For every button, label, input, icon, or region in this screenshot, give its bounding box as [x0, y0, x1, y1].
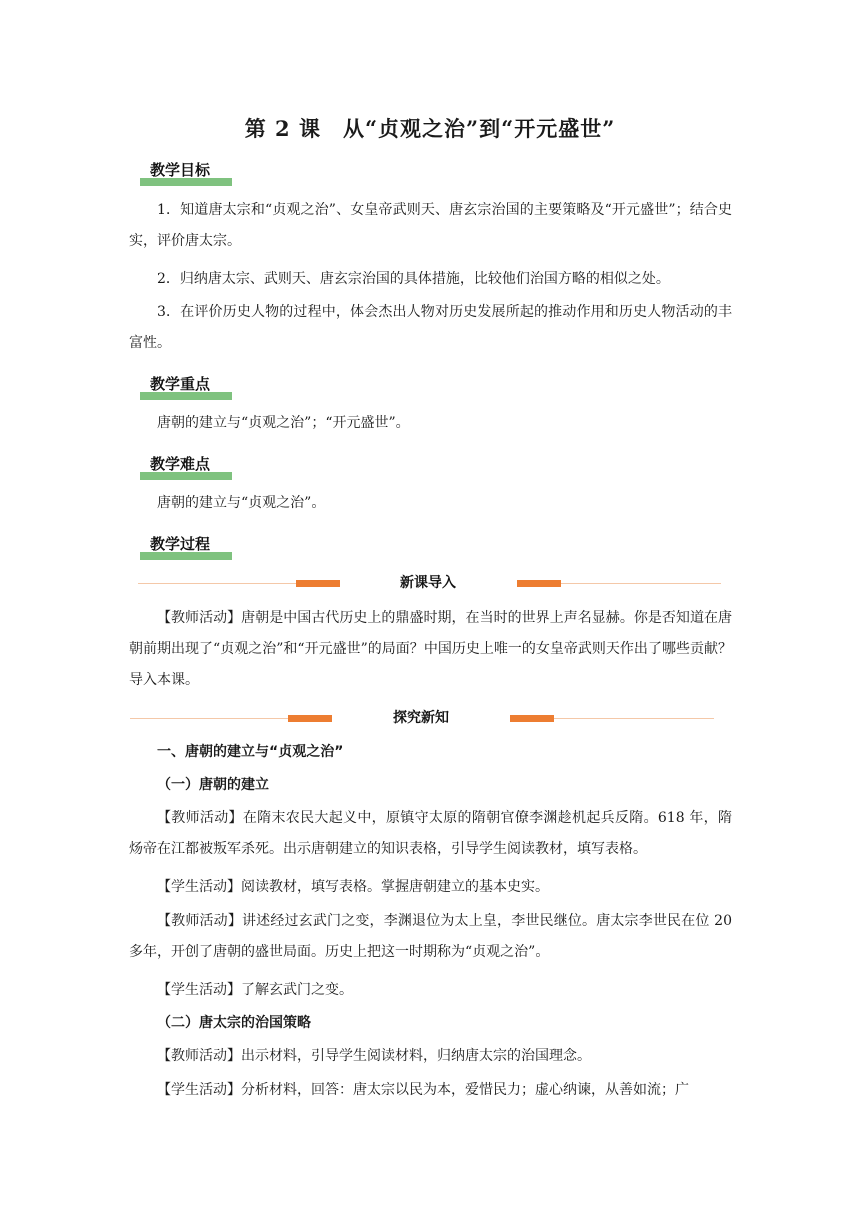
divider-block-right: [510, 715, 554, 722]
divider-line-left: [138, 583, 296, 584]
divider-block-left: [288, 715, 332, 722]
difficulties-text: 唐朝的建立与“贞观之治”。: [157, 495, 326, 511]
divider-block-right: [517, 580, 561, 587]
paragraph: 【教师活动】出示材料，引导学生阅读材料，归纳唐太宗的治国理念。: [157, 1048, 591, 1064]
section-heading-label: 教学难点: [150, 455, 211, 473]
divider-label: 探究新知: [393, 710, 449, 726]
paragraph: 【教师活动】在隋末农民大起义中，原镇守太原的隋朝官僚李渊趁机起兵反隋。618 年，隋炀帝在江都被叛军杀死。出示唐朝建立的知识表格，引导学生阅读教材，填写表格。: [129, 810, 732, 857]
paragraph: 【学生活动】了解玄武门之变。: [157, 982, 353, 998]
objective-item-3: 3．在评价历史人物的过程中，体会杰出人物对历史发展所起的推动作用和历史人物活动的丰富性。: [129, 304, 732, 351]
part-title: 一、唐朝的建立与“贞观之治”: [157, 744, 344, 760]
paragraph: 【学生活动】分析材料，回答：唐太宗以民为本，爱惜民力；虚心纳谏，从善如流；广: [157, 1082, 689, 1098]
paragraph: 【教师活动】讲述经过玄武门之变，李渊退位为太上皇，李世民继位。唐太宗李世民在位 20 多年，开创了唐朝的盛世局面。历史上把这一时期称为“贞观之治”。: [129, 913, 732, 960]
section-heading-label: 教学目标: [150, 161, 211, 179]
divider-explore: [0, 706, 860, 730]
key-points-text: 唐朝的建立与“贞观之治”；“开元盛世”。: [157, 415, 410, 431]
divider-block-left: [296, 580, 340, 587]
section-heading-process: [140, 534, 232, 560]
divider-line-right: [554, 718, 714, 719]
section-heading-label: 教学重点: [150, 375, 211, 393]
divider-line-left: [130, 718, 288, 719]
section-heading-objectives: [140, 160, 232, 186]
objective-item-2: 2．归纳唐太宗、武则天、唐玄宗治国的具体措施，比较他们治国方略的相似之处。: [157, 271, 670, 287]
subsection-title: （二）唐太宗的治国策略: [157, 1015, 311, 1031]
intro-paragraph: 【教师活动】唐朝是中国古代历史上的鼎盛时期，在当时的世界上声名显赫。你是否知道在唐朝前期出现了“贞观之治”和“开元盛世”的局面？中国历史上唯一的女皇帝武则天作出了哪些贡献？导入本课。: [129, 610, 732, 688]
paragraph: 【学生活动】阅读教材，填写表格。掌握唐朝建立的基本史实。: [157, 879, 549, 895]
section-heading-key-points: [140, 374, 232, 400]
divider-line-right: [561, 583, 721, 584]
page-title: 第 2 课 从“贞观之治”到“开元盛世”: [244, 116, 616, 141]
divider-intro: [0, 571, 860, 595]
section-heading-label: 教学过程: [150, 535, 211, 553]
divider-label: 新课导入: [400, 575, 456, 591]
subsection-title: （一）唐朝的建立: [157, 777, 269, 793]
objective-item-1: 1．知道唐太宗和“贞观之治”、女皇帝武则天、唐玄宗治国的主要策略及“开元盛世”；结合史实，评价唐太宗。: [129, 202, 732, 249]
section-heading-difficulties: [140, 454, 232, 480]
